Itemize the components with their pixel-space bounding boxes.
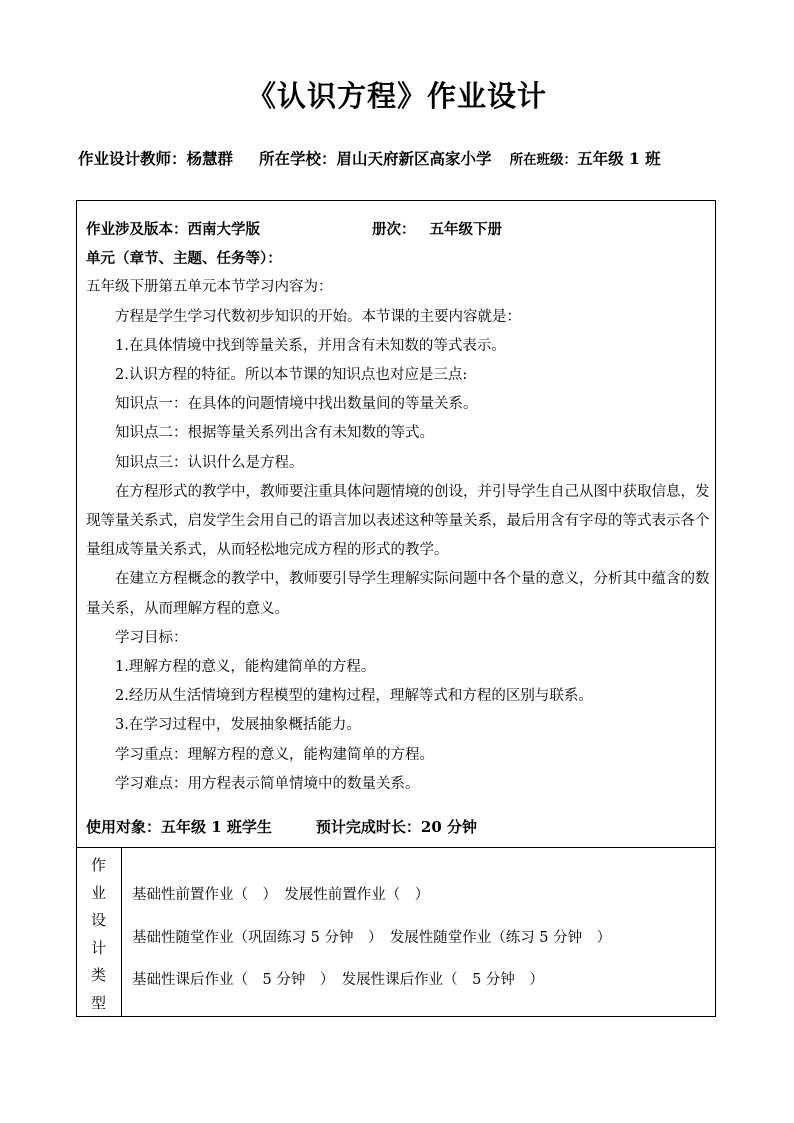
design-content [86,215,710,799]
edition-row [86,215,710,244]
paragraph: 2.经历从生活情境到方程模型的建构过程，理解等式和方程的区别与联系。 [115,688,593,705]
paragraph: 知识点三：认识什么是方程。 [115,454,304,471]
page-title: 《认识方程》作业设计 [246,79,547,113]
type-label-char: 计 [90,938,106,957]
teacher-label: 作业设计教师： [78,149,187,168]
volume-label: 册次： [372,221,416,238]
type-label-char: 作 [90,856,106,874]
usage-label: 使用对象： [86,818,162,836]
homework-type-options [132,874,611,1002]
duration-label: 预计完成时长： [315,818,421,836]
usage-row [86,813,477,841]
usage-value: 五年级 1 班学生 [161,818,272,836]
paragraph: 学习难点：用方程表示简单情境中的数量关系。 [115,775,420,792]
school-label: 所在学校： [259,149,337,168]
paragraph: 3.在学习过程中，发展抽象概括能力。 [115,717,361,734]
paragraph: 知识点一：在具体的问题情境中找出数量间的等量关系。 [115,396,478,413]
paragraph: 2.认识方程的特征。所以本节课的知识点也对应是三点: [115,367,468,384]
pre-class-homework: 基础性前置作业（ ） 发展性前置作业（ ） [132,887,430,903]
paragraph: 在建立方程概念的教学中，教师要引导学生理解实际问题中各个量的意义，分析其中蕴含的数量关系，从而理解方程的意义。 [86,571,710,617]
in-class-homework: 基础性随堂作业（巩固练习 5 分钟 ） 发展性随堂作业（练习 5 分钟 ） [132,929,612,946]
edition-label: 作业涉及版本： [86,221,188,238]
paragraph: 学习目标： [115,629,188,646]
unit-label: 单元（章节、主题、任务等）： [86,250,282,268]
paragraph: 方程是学生学习代数初步知识的开始。本节课的主要内容就是： [115,308,521,325]
paragraph: 学习重点：理解方程的意义，能构建简单的方程。 [115,746,434,763]
paragraph: 在方程形式的教学中，教师要注重具体问题情境的创设，并引导学生自己从图中获取信息，发现等量关系式，启发学生会用自己的语言加以表述这种等量关系，最后用含有字母的等式表示各个量组成等量关系式，从而轻松地完成方程的形式的教学。 [86,483,710,559]
after-class-homework: 基础性课后作业（ 5 分钟 ） 发展性课后作业（ 5 分钟 ） [132,972,544,988]
paragraph: 1.在具体情境中找到等量关系，并用含有未知数的等式表示。 [115,337,506,354]
class-name: 五年级 1 班 [577,149,661,168]
type-label-char: 业 [90,883,106,902]
class-label: 所在班级： [509,152,578,168]
volume-value: 五年级下册 [429,221,502,238]
homework-type-label [76,848,122,1017]
paragraph: 1.理解方程的意义，能构建简单的方程。 [115,659,376,676]
homework-type-row [76,847,716,1017]
paragraph: 知识点二：根据等量关系列出含有未知数的等式。 [115,425,434,442]
paragraph: 五年级下册第五单元本节学习内容为： [86,279,333,296]
type-label-char: 设 [90,911,106,929]
edition-value: 西南大学版 [187,221,260,238]
type-label-char: 型 [90,993,106,1012]
duration-value: 20 分钟 [420,818,478,836]
type-label-char: 类 [90,966,106,984]
design-table [76,200,716,1017]
school-name: 眉山天府新区高家小学 [336,149,492,168]
teacher-name: 杨慧群 [186,149,234,168]
header-info [78,146,661,172]
